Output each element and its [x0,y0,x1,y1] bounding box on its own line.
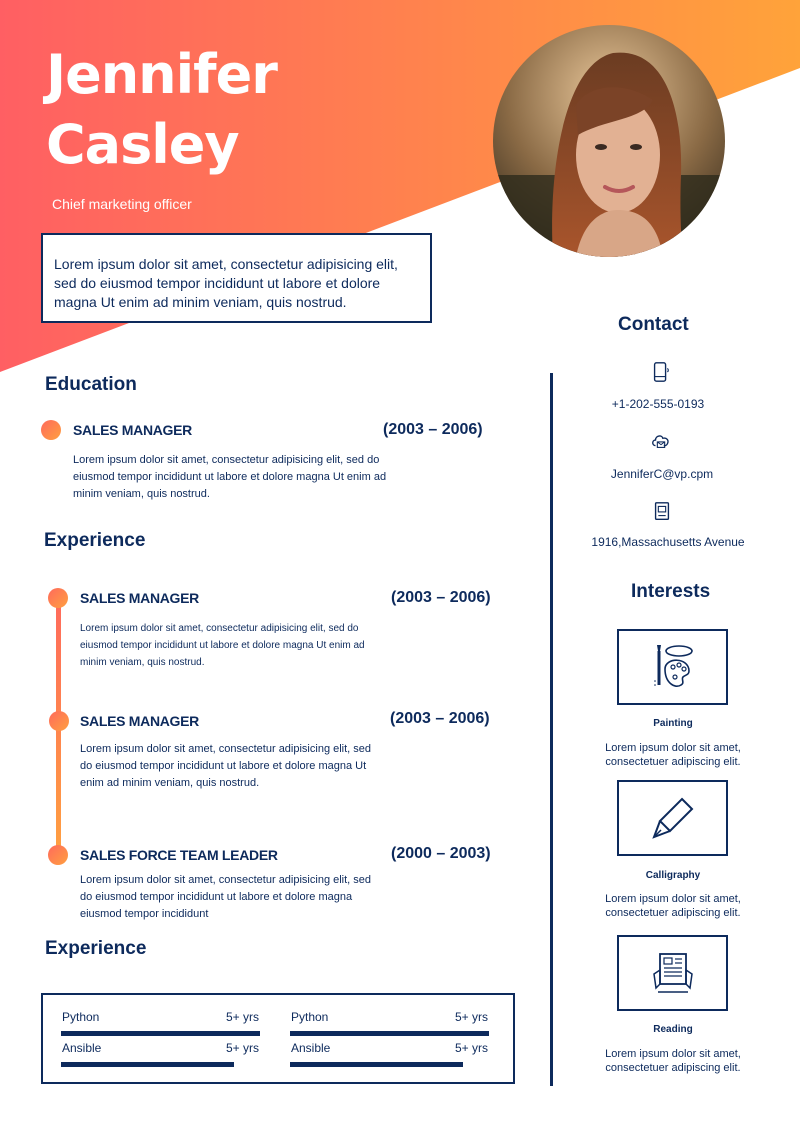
skill-years-2: 5+ yrs [226,1041,260,1055]
education-desc: Lorem ipsum dolor sit amet, consectetur adipisicing elit, sed do eiusmod tempor incididunt ut labore et dolore magna Ut enim ad minim veniam, quis nostrud. [73,454,387,500]
interest-reading-label: Reading [653,1024,693,1035]
education-bullet [41,420,61,440]
education-role: SALES MANAGER [73,422,192,438]
first-name: Jennifer [46,43,277,106]
skill-name-1: Python [62,1010,100,1024]
email-icon [650,430,672,452]
profile-photo [493,25,725,257]
interest-calligraphy-desc: Lorem ipsum dolor sit amet, consectetuer adipiscing elit. [605,893,741,919]
skill-name-4: Ansible [291,1041,331,1055]
interests-title: Interests [631,581,711,602]
last-name: Casley [46,113,239,176]
experience-role-3: SALES FORCE TEAM LEADER [80,847,278,863]
interest-painting-desc: Lorem ipsum dolor sit amet, consectetuer adipiscing elit. [605,742,741,768]
skill-years-3: 5+ yrs [455,1010,489,1024]
skill-years-4: 5+ yrs [455,1041,489,1055]
skills-title: Experience [45,938,147,959]
contact-address: 1916,Massachusetts Avenue [591,535,745,549]
interest-painting-label: Painting [653,718,693,729]
contact-phone: +1-202-555-0193 [611,397,705,411]
skill-bar-3 [290,1031,489,1036]
education-dates: (2003 – 2006) [383,421,483,438]
palette-icon [645,639,701,695]
interest-calligraphy-box [617,780,728,856]
skills-box [41,993,515,1084]
experience-dates-1: (2003 – 2006) [391,589,491,606]
interest-calligraphy-label: Calligraphy [645,870,701,881]
skill-bar-1 [61,1031,260,1036]
newspaper-icon [648,948,698,998]
summary-text: Lorem ipsum dolor sit amet, consectetur adipisicing elit, sed do eiusmod tempor incididunt ut labore et dolore magna Ut enim ad minim veniam, quis nostrud. [54,256,398,310]
experience-role-2: SALES MANAGER [80,713,199,729]
pen-icon [648,793,698,843]
experience-bullet-2 [49,711,69,731]
skill-years-1: 5+ yrs [226,1010,260,1024]
contact-title: Contact [618,314,689,335]
skill-name-2: Ansible [62,1041,102,1055]
job-role: Chief marketing officer [52,196,192,212]
experience-desc-3: Lorem ipsum dolor sit amet, consectetur adipisicing elit, sed do eiusmod tempor incididunt ut labore et dolore magna eiusmod tempor incididunt [80,874,372,920]
phone-icon [650,361,672,383]
experience-dates-3: (2000 – 2003) [391,845,491,862]
skill-bar-4 [290,1062,463,1067]
contact-email: JenniferC@vp.cpm [610,467,714,481]
mailbox-icon [651,500,673,522]
interest-painting-box [617,629,728,705]
full-name [46,40,277,180]
skill-bar-2 [61,1062,234,1067]
interest-reading-desc: Lorem ipsum dolor sit amet, consectetuer adipiscing elit. [605,1048,741,1074]
summary-box [41,233,432,323]
education-title: Education [45,374,137,395]
experience-desc-1: Lorem ipsum dolor sit amet, consectetur adipisicing elit, sed do eiusmod tempor incididunt ut labore et dolore magna Ut enim ad minim veniam, quis nostrud. [80,623,365,668]
interest-reading-box [617,935,728,1011]
experience-role-1: SALES MANAGER [80,590,199,606]
experience-title: Experience [44,530,146,551]
experience-bullet-1 [48,588,68,608]
experience-desc-2: Lorem ipsum dolor sit amet, consectetur adipisicing elit, sed do eiusmod tempor incididunt ut labore et dolore magna Ut enim ad minim veniam, quis nostrud. [80,743,372,789]
experience-bullet-3 [48,845,68,865]
skill-name-3: Python [291,1010,329,1024]
experience-dates-2: (2003 – 2006) [390,710,490,727]
